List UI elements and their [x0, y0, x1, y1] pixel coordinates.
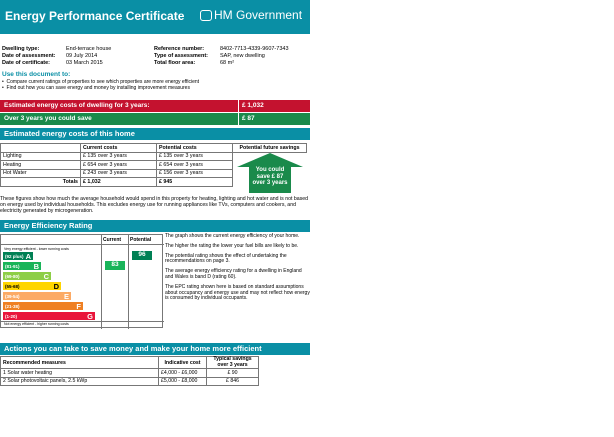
band-range: (69-80): [5, 273, 20, 279]
rating-notes: [165, 234, 310, 306]
bottom-efficiency-label: Not energy efficient - higher running costs: [4, 322, 69, 326]
actions-section-header: [0, 343, 310, 355]
measure-cost: £4,000 - £6,000: [159, 369, 207, 378]
table-header-row: [1, 357, 259, 369]
date-assessment-value: 09 July 2014: [66, 53, 98, 59]
estimated-costs-label: Estimated energy costs of dwelling for 3 years:: [4, 102, 150, 109]
measure-cost: £5,000 - £8,000: [159, 377, 207, 386]
top-efficiency-label: Very energy efficient - lower running costs: [4, 247, 69, 251]
rating-note: The potential rating shows the effect of undertaking the recommendations on page 3.: [165, 252, 287, 265]
header-banner: [0, 0, 310, 34]
table-row: [1, 369, 259, 378]
savings-bar: [0, 113, 310, 125]
savings-label: Over 3 years you could save: [4, 115, 92, 122]
rating-section-header: [0, 220, 310, 232]
measures-table: [0, 356, 259, 386]
estimated-costs-bar: [0, 100, 310, 112]
actions-section-title: Actions you can take to save money and make your home more efficient: [4, 344, 262, 353]
assessment-type-value: SAP, new dwelling: [220, 53, 265, 59]
rating-note: The average energy efficiency rating for a dwelling in England and Wales is band D (rating 60).: [165, 268, 302, 280]
potential-cost: £ 654 over 3 years: [157, 161, 233, 170]
header-cell: Current costs: [81, 144, 157, 153]
date-assessment-label: Date of assessment:: [2, 53, 56, 59]
current-column-header: Current: [103, 237, 122, 243]
date-certificate-value: 03 March 2015: [66, 60, 103, 66]
band-letter: E: [63, 292, 69, 301]
measure-name: 2 Solar photovoltaic panels, 2.5 kWp: [1, 377, 159, 386]
use-heading: Use this document to:: [2, 71, 71, 78]
row-label: Lighting: [1, 152, 81, 161]
gov-label: HM Government: [214, 8, 303, 22]
band-letter: G: [87, 312, 93, 321]
rating-chart: [0, 234, 163, 328]
savings-arrow-text: You could save £ 87 over 3 years: [252, 167, 288, 186]
crest-icon: [200, 10, 212, 21]
potential-column-header: Potential: [130, 237, 152, 243]
rating-band-b: [3, 262, 41, 270]
band-range: (1-20): [5, 313, 18, 319]
band-range: (55-68): [5, 283, 20, 289]
band-letter: B: [33, 262, 39, 271]
band-letter: F: [76, 302, 81, 311]
header-cell: Potential costs: [157, 144, 233, 153]
rating-note: The graph shows the current energy efficiency of your home.: [165, 233, 300, 239]
dwelling-type-value: End-terrace house: [66, 46, 112, 52]
table-row: [1, 377, 259, 386]
measure-name: 1 Solar water heating: [1, 369, 159, 378]
costs-section-header: [0, 128, 310, 140]
band-range: (39-54): [5, 293, 20, 299]
header-cell: [1, 144, 81, 153]
gov-logo: [200, 8, 302, 22]
potential-cost: £ 135 over 3 years: [157, 152, 233, 161]
total-current: £ 1,032: [81, 178, 157, 187]
use-bullet: • Find out how you can save energy and money by installing improvement measures: [2, 85, 190, 91]
rating-band-e: [3, 292, 71, 300]
estimated-costs-value: £ 1,032: [242, 102, 264, 109]
current-cost: £ 135 over 3 years: [81, 152, 157, 161]
table-header-row: [1, 144, 307, 153]
current-rating-marker: 83: [105, 261, 125, 270]
current-cost: £ 243 over 3 years: [81, 169, 157, 178]
dwelling-type-label: Dwelling type:: [2, 46, 40, 52]
rating-band-f: [3, 302, 83, 310]
potential-cost: £ 156 over 3 years: [157, 169, 233, 178]
band-letter: A: [25, 252, 31, 261]
use-bullets: [2, 79, 199, 91]
savings-value: £ 87: [242, 115, 255, 122]
rating-band-a: [3, 252, 33, 260]
certificate-title: Energy Performance Certificate: [5, 9, 185, 23]
row-label: Heating: [1, 161, 81, 170]
reference-value: 8402-7713-4339-9607-7343: [220, 46, 289, 52]
band-range: (81-91): [5, 263, 20, 269]
savings-arrow: [237, 153, 303, 193]
rating-band-g: [3, 312, 95, 320]
totals-label: Totals: [1, 178, 81, 187]
header-cell: Recommended measures: [1, 357, 159, 369]
floor-area-label: Total floor area:: [154, 60, 196, 66]
band-letter: D: [53, 282, 59, 291]
total-potential: £ 945: [157, 178, 233, 187]
rating-band-c: [3, 272, 51, 280]
potential-rating-marker: 96: [132, 251, 152, 260]
floor-area-value: 68 m²: [220, 60, 235, 66]
costs-note: These figures show how much the average household would spend in this property for heating, lighting and hot water and is not based on energy used by individual households. This excludes energy use for running appliances like TVs, computers and cookers, and electricity generated by microgeneration.: [0, 196, 308, 214]
use-bullet: • Compare current ratings of properties to see which properties are more energy efficient: [2, 79, 200, 85]
property-info-left: [2, 46, 111, 67]
measure-saving: £ 846: [207, 377, 259, 386]
costs-section-title: Estimated energy costs of this home: [4, 129, 135, 138]
header-cell: Potential future savings: [233, 144, 307, 153]
measure-saving: £ 90: [207, 369, 259, 378]
assessment-type-label: Type of assessment:: [154, 53, 209, 59]
band-range: (21-38): [5, 303, 20, 309]
current-cost: £ 654 over 3 years: [81, 161, 157, 170]
header-cell: Typical savings over 3 years: [207, 357, 259, 369]
band-letter: C: [43, 272, 49, 281]
reference-label: Reference number:: [154, 46, 205, 52]
row-label: Hot Water: [1, 169, 81, 178]
property-info-right: [154, 46, 289, 67]
rating-section-title: Energy Efficiency Rating: [4, 221, 93, 230]
date-certificate-label: Date of certificate:: [2, 60, 50, 66]
rating-note: The EPC rating shown here is based on standard assumptions about occupancy and energy use and may not reflect how energy is consumed by individual occupants.: [165, 283, 310, 302]
band-range: (92 plus): [5, 253, 24, 259]
rating-band-d: [3, 282, 61, 290]
rating-note: The higher the rating the lower your fuel bills are likely to be.: [165, 242, 299, 249]
header-cell: Indicative cost: [159, 357, 207, 369]
